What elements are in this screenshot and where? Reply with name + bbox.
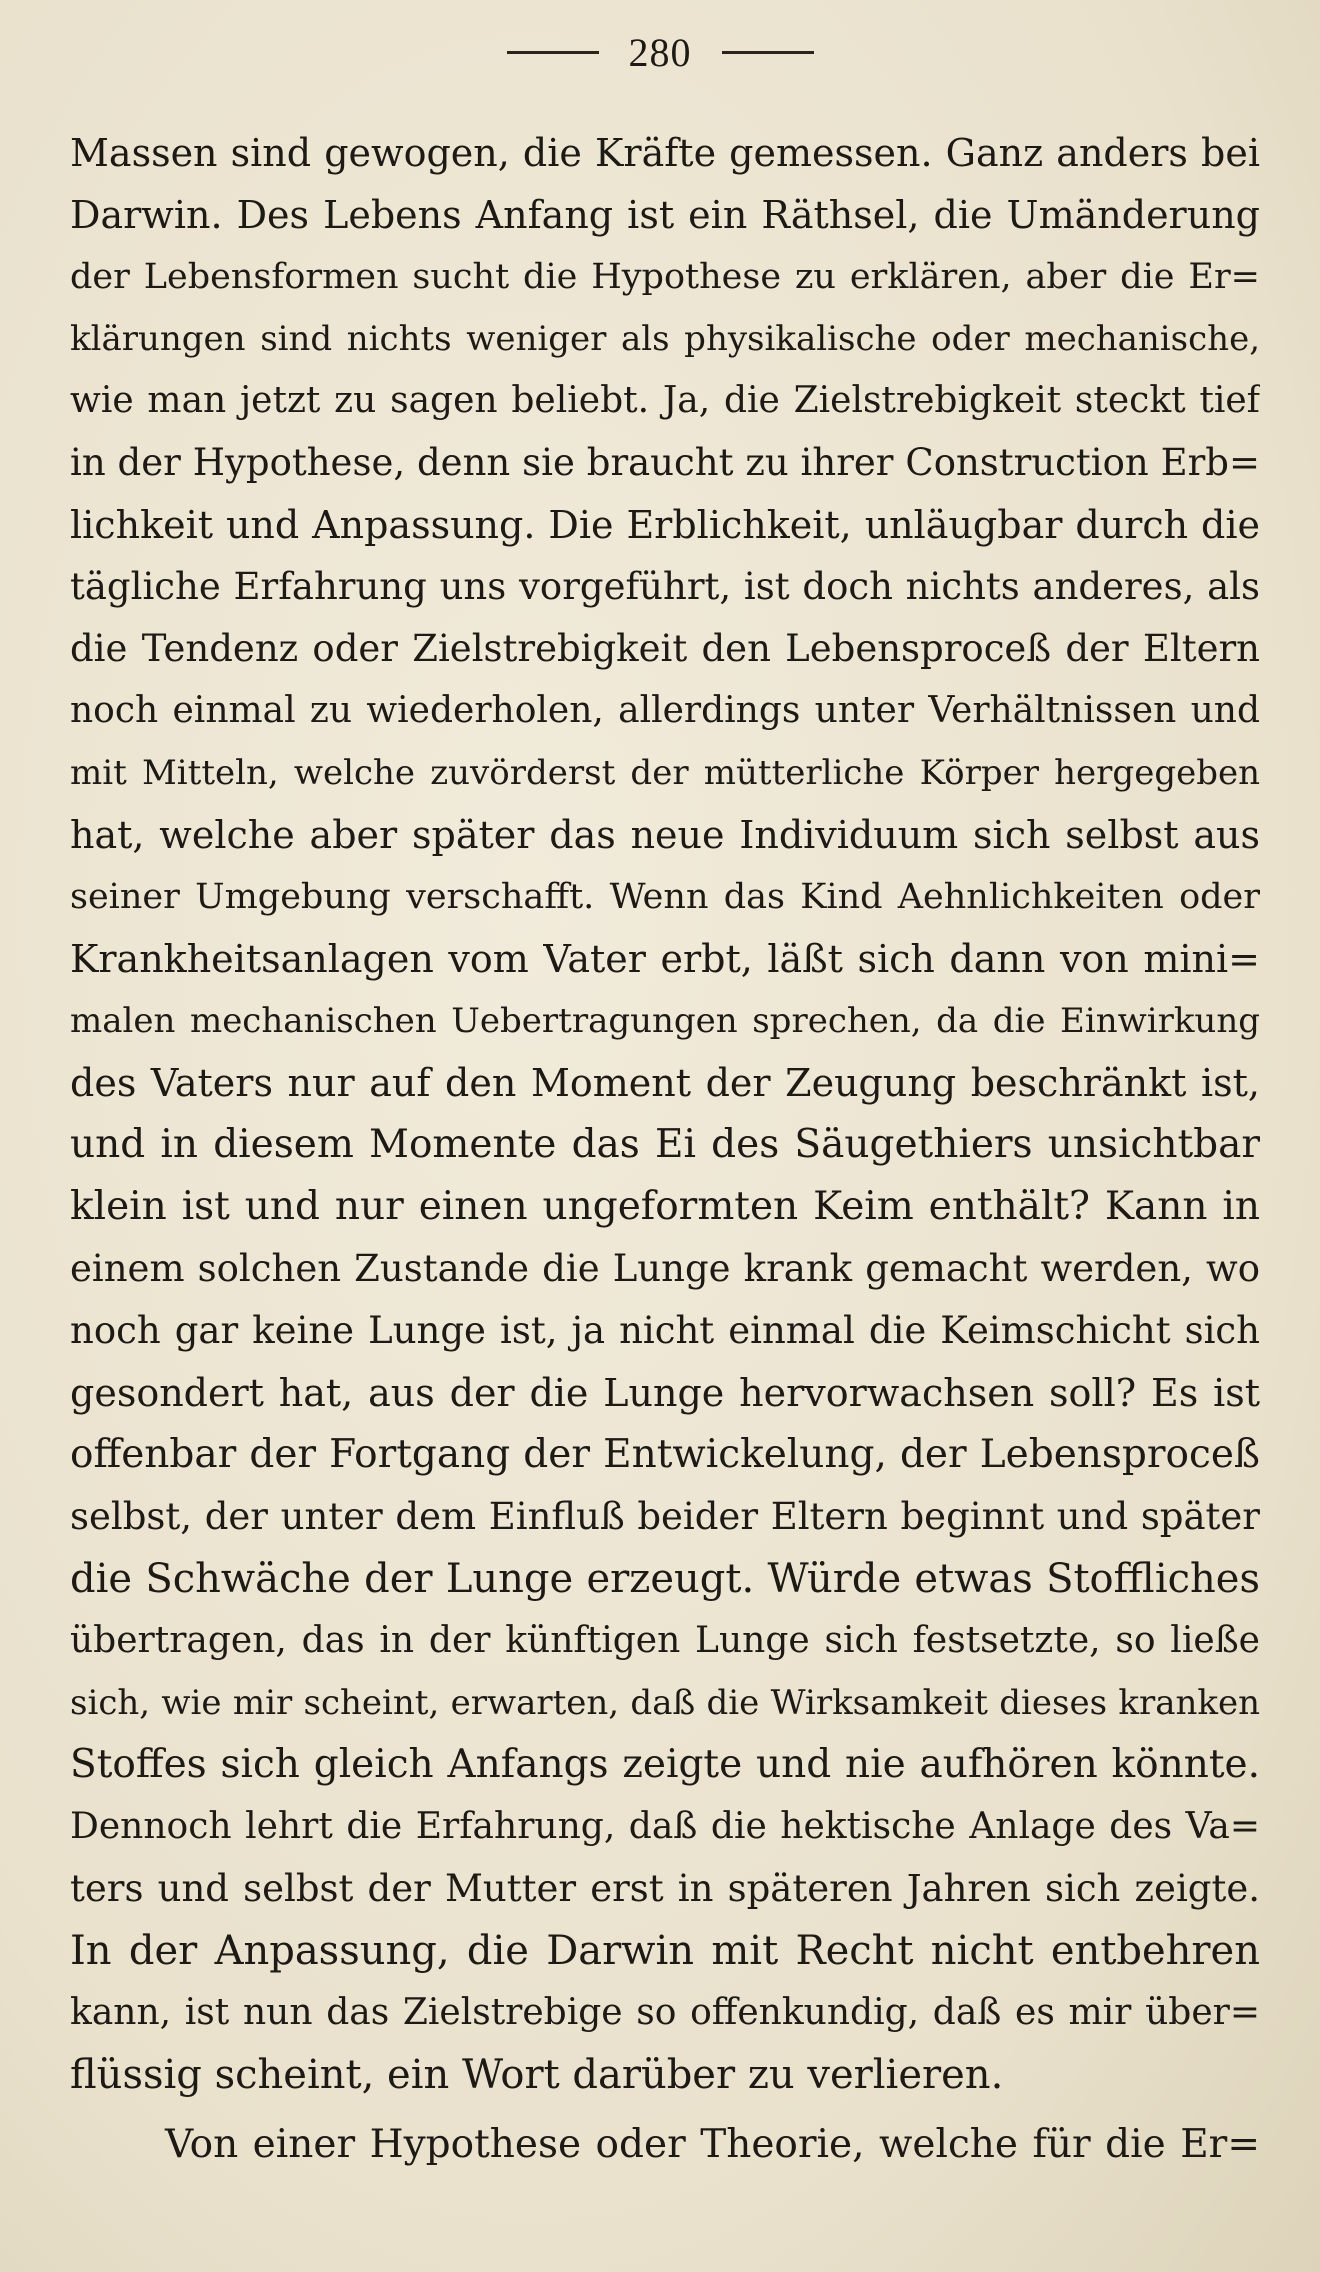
page-header: [0, 22, 1320, 82]
text-line: flüssig scheint, ein Wort darüber zu verlieren.: [70, 2052, 1004, 2098]
text-line: klärungen sind nichts weniger als physikalische oder mechanische,: [70, 319, 1260, 359]
text-line: klein ist und nur einen ungeformten Keim enthält? Kann in: [70, 1184, 1260, 1229]
text-line: der Lebensformen sucht die Hypothese zu erklären, aber die Er=: [70, 257, 1260, 297]
text-line: einem solchen Zustande die Lunge krank gemacht werden, wo: [70, 1247, 1260, 1290]
text-line: noch einmal zu wiederholen, allerdings unter Verhältnissen und: [70, 690, 1260, 731]
text-line: übertragen, das in der künftigen Lunge sich festsetzte, so ließe: [70, 1620, 1260, 1661]
text-line: kann, ist nun das Zielstrebige so offenkundig, daß es mir über=: [70, 1992, 1260, 2033]
page-number: 280: [628, 29, 692, 75]
text-line: seiner Umgebung verschafft. Wenn das Kind Aehnlichkeiten oder: [70, 877, 1260, 917]
text-line: malen mechanischen Uebertragungen sprechen, da die Einwirkung: [70, 1001, 1260, 1041]
text-line: offenbar der Fortgang der Entwickelung, der Lebensproceß: [70, 1432, 1260, 1477]
text-line: In der Anpassung, die Darwin mit Recht nicht entbehren: [70, 1928, 1260, 1974]
page-body: [70, 122, 1260, 2176]
header-rule-left: [507, 51, 599, 54]
paragraph-2: [70, 2114, 1260, 2176]
text-line: wie man jetzt zu sagen beliebt. Ja, die Zielstrebigkeit steckt tief: [70, 380, 1260, 421]
text-line: mit Mitteln, welche zuvörderst der mütterliche Körper hergegeben: [70, 753, 1260, 793]
paragraph-1: [70, 122, 1260, 2106]
text-line: sich, wie mir scheint, erwarten, daß die Wirksamkeit dieses kranken: [70, 1683, 1260, 1723]
text-line: die Schwäche der Lunge erzeugt. Würde etwas Stoffliches: [70, 1556, 1260, 1602]
text-line: ters und selbst der Mutter erst in späteren Jahren sich zeigte.: [70, 1867, 1260, 1910]
text-line: des Vaters nur auf den Moment der Zeugung beschränkt ist,: [70, 1061, 1260, 1105]
text-line: Von einer Hypothese oder Theorie, welche für die Er=: [165, 2122, 1260, 2167]
text-line: Massen sind gewogen, die Kräfte gemessen. Ganz anders bei: [70, 131, 1260, 175]
text-line: die Tendenz oder Zielstrebigkeit den Lebensproceß der Eltern: [70, 627, 1260, 670]
text-line: lichkeit und Anpassung. Die Erblichkeit, unläugbar durch die: [70, 503, 1260, 547]
text-line: und in diesem Momente das Ei des Säugethiers unsichtbar: [70, 1122, 1260, 1167]
text-line: Darwin. Des Lebens Anfang ist ein Räthsel, die Umänderung: [70, 193, 1260, 237]
text-line: hat, welche aber später das neue Individuum sich selbst aus: [70, 813, 1260, 857]
text-line: Dennoch lehrt die Erfahrung, daß die hektische Anlage des Va=: [70, 1806, 1260, 1847]
text-line: Stoffes sich gleich Anfangs zeigte und nie aufhören könnte.: [70, 1742, 1260, 1787]
text-line: noch gar keine Lunge ist, ja nicht einmal die Keimschicht sich: [70, 1309, 1260, 1352]
text-line: in der Hypothese, denn sie braucht zu ihrer Construction Erb=: [70, 441, 1260, 484]
text-line: tägliche Erfahrung uns vorgeführt, ist doch nichts anderes, als: [70, 565, 1260, 608]
text-line: gesondert hat, aus der die Lunge hervorwachsen soll? Es ist: [70, 1371, 1260, 1415]
text-line: selbst, der unter dem Einfluß beider Eltern beginnt und später: [70, 1495, 1260, 1538]
header-rule-right: [722, 51, 814, 54]
text-line: Krankheitsanlagen vom Vater erbt, läßt sich dann von mini=: [70, 937, 1260, 981]
